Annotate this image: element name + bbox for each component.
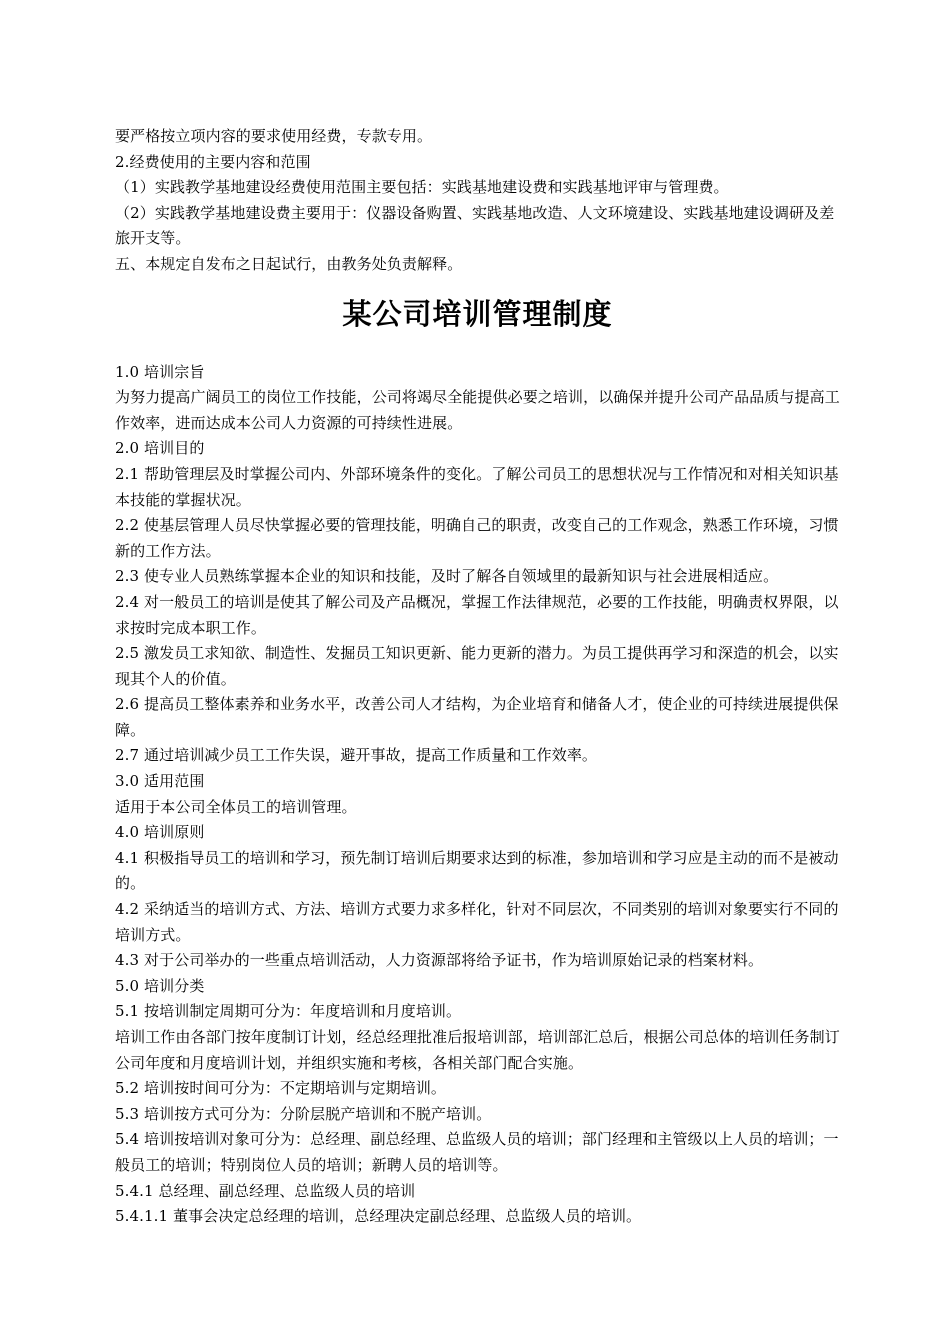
body-paragraph: 4.2 采纳适当的培训方式、方法、培训方式要力求多样化，针对不同层次，不同类别的培训对象要实行不同的培训方式。 [115, 900, 839, 944]
body-paragraph: 2.5 激发员工求知欲、制造性、发掘员工知识更新、能力更新的潜力。为员工提供再学习和深造的机会，以实现其个人的价值。 [115, 644, 839, 688]
section-heading: 5.0 培训分类 [115, 976, 205, 995]
section-heading: 4.0 培训原则 [115, 823, 205, 842]
body-paragraph: 5.1 按培训制定周期可分为：年度培训和月度培训。 [115, 1002, 462, 1021]
body-paragraph: 2.2 使基层管理人员尽快掌握必要的管理技能，明确自己的职责，改变自己的工作观念，熟悉工作环境，习惯新的工作方法。 [115, 516, 839, 560]
body-paragraph: 2.7 通过培训减少员工工作失误，避开事故，提高工作质量和工作效率。 [115, 746, 598, 765]
document-body [115, 124, 840, 1230]
top-paragraph: 要严格按立项内容的要求使用经费，专款专用。 [115, 127, 433, 145]
subsection-heading: 5.4.1 总经理、副总经理、总监级人员的培训 [115, 1181, 416, 1200]
body-paragraph: 2.3 使专业人员熟练掌握本企业的知识和技能，及时了解各自领域里的最新知识与社会进展相适应。 [115, 567, 779, 586]
section-heading: 3.0 适用范围 [115, 772, 205, 791]
top-paragraph: 五、本规定自发布之日起试行，由教务处负责解释。 [115, 254, 463, 273]
top-paragraph: （1）实践教学基地建设经费使用范围主要包括：实践基地建设费和实践基地评审与管理费。 [115, 178, 729, 197]
body-paragraph: 适用于本公司全体员工的培训管理。 [115, 797, 357, 816]
body-paragraph: 4.3 对于公司举办的一些重点培训活动，人力资源部将给予证书，作为培训原始记录的档案材料。 [115, 951, 764, 970]
body-paragraph: 5.3 培训按方式可分为：分阶层脱产培训和不脱产培训。 [115, 1104, 492, 1123]
body-paragraph: 5.4.1.1 董事会决定总经理的培训，总经理决定副总经理、总监级人员的培训。 [115, 1207, 642, 1226]
section-heading: 2.0 培训目的 [115, 439, 205, 458]
top-paragraph: （2）实践教学基地建设费主要用于：仪器设备购置、实践基地改造、人文环境建设、实践基地建设调研及差旅开支等。 [115, 203, 835, 248]
body-paragraph: 2.1 帮助管理层及时掌握公司内、外部环境条件的变化。了解公司员工的思想状况与工作情况和对相关知识基本技能的掌握状况。 [115, 464, 839, 509]
section-heading: 1.0 培训宗旨 [115, 362, 205, 381]
body-paragraph: 2.4 对一般员工的培训是使其了解公司及产品概况，掌握工作法律规范，必要的工作技能，明确责权界限，以求按时完成本职工作。 [115, 592, 839, 637]
document-title: 某公司培训管理制度 [342, 296, 613, 331]
body-paragraph: 2.6 提高员工整体素养和业务水平，改善公司人才结构，为企业培育和储备人才，使企业的可持续进展提供保障。 [115, 695, 839, 739]
body-paragraph: 5.2 培训按时间可分为：不定期培训与定期培训。 [115, 1079, 447, 1098]
body-paragraph: 5.4 培训按培训对象可分为：总经理、副总经理、总监级人员的培训；部门经理和主管级以上人员的培训；一般员工的培训；特别岗位人员的培训；新聘人员的培训等。 [115, 1130, 839, 1174]
body-paragraph: 4.1 积极指导员工的培训和学习，预先制订培训后期要求达到的标准，参加培训和学习应是主动的而不是被动的。 [115, 848, 839, 893]
top-paragraph: 2.经费使用的主要内容和范围 [115, 152, 311, 171]
body-paragraph: 培训工作由各部门按年度制订计划，经总经理批准后报培训部，培训部汇总后，根据公司总体的培训任务制订公司年度和月度培训计划，并组织实施和考核，各相关部门配合实施。 [115, 1028, 840, 1072]
body-paragraph: 为努力提高广阔员工的岗位工作技能，公司将竭尽全能提供必要之培训，以确保并提升公司产品品质与提高工作效率，进而达成本公司人力资源的可持续性进展。 [115, 388, 840, 432]
